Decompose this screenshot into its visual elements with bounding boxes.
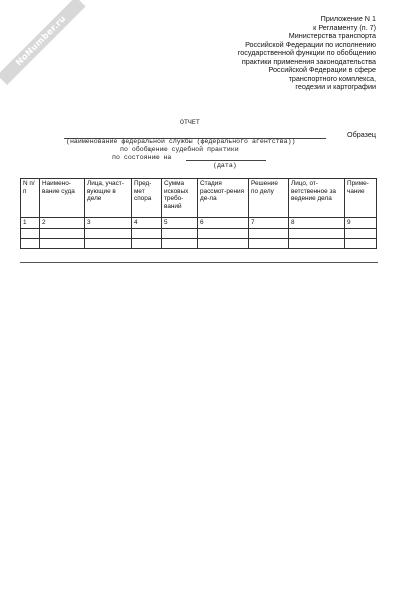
date-fill-line	[186, 160, 266, 161]
table-empty-row	[21, 228, 377, 238]
header-cell-stage: Стадия рассмот-рения де-ла	[198, 179, 249, 218]
appendix-line: практики применения законодательства	[241, 56, 376, 66]
number-cell: 2	[40, 218, 85, 229]
empty-cell	[289, 238, 345, 248]
appendix-line: Российской Федерации по исполнению	[245, 39, 376, 49]
header-cell-subject: Пред-мет спора	[132, 179, 162, 218]
state-as-of: по состоянию на	[112, 154, 172, 161]
empty-cell	[132, 228, 162, 238]
number-cell: 1	[21, 218, 40, 229]
number-cell: 3	[85, 218, 132, 229]
header-cell-court: Наимено-вание суда	[40, 179, 85, 218]
header-cell-note: Приме-чание	[345, 179, 377, 218]
appendix-line: к Регламенту (п. 7)	[313, 22, 376, 32]
empty-cell	[21, 228, 40, 238]
empty-cell	[21, 238, 40, 248]
sample-label: Образец	[347, 130, 376, 139]
appendix-line: транспортного комплекса,	[288, 73, 376, 83]
footer-separator-line	[20, 262, 378, 263]
table-empty-row	[21, 238, 377, 248]
appendix-line: геодезии и картографии	[295, 82, 376, 91]
empty-cell	[249, 238, 289, 248]
empty-cell	[345, 238, 377, 248]
empty-cell	[198, 228, 249, 238]
empty-cell	[345, 228, 377, 238]
number-cell: 6	[198, 218, 249, 229]
number-cell: 9	[345, 218, 377, 229]
header-cell-number: N п/п	[21, 179, 40, 218]
service-name-caption: (наименование федеральной службы (федерального агентства))	[66, 138, 296, 145]
empty-cell	[85, 238, 132, 248]
number-cell: 5	[162, 218, 198, 229]
appendix-block	[176, 15, 376, 92]
number-cell: 4	[132, 218, 162, 229]
empty-cell	[162, 228, 198, 238]
generalization-line: по обобщению судебной практики	[120, 146, 239, 153]
empty-cell	[40, 238, 85, 248]
date-caption: (дата)	[213, 162, 237, 169]
empty-cell	[132, 238, 162, 248]
appendix-line: Российской Федерации в сфере	[268, 65, 376, 74]
number-cell: 8	[289, 218, 345, 229]
header-cell-responsible: Лицо, от-ветственное за ведение дела	[289, 179, 345, 218]
report-table	[20, 178, 377, 249]
appendix-line: Министерства транспорта	[288, 31, 376, 40]
report-title: ОТЧЕТ	[180, 119, 200, 126]
empty-cell	[249, 228, 289, 238]
table-header-row	[21, 179, 377, 218]
appendix-line: Приложение N 1	[320, 14, 376, 23]
empty-cell	[40, 228, 85, 238]
watermark: NoNumber.ru	[0, 0, 85, 85]
header-cell-parties: Лица, участ-вующие в деле	[85, 179, 132, 218]
header-cell-decision: Решение по делу	[249, 179, 289, 218]
empty-cell	[289, 228, 345, 238]
empty-cell	[198, 238, 249, 248]
empty-cell	[162, 238, 198, 248]
table-numbering-row	[21, 218, 377, 229]
empty-cell	[85, 228, 132, 238]
appendix-line: государственной функции по обобщению	[237, 48, 376, 57]
number-cell: 7	[249, 218, 289, 229]
header-cell-claim-sum: Сумма исковых требо-ваний	[162, 179, 198, 218]
